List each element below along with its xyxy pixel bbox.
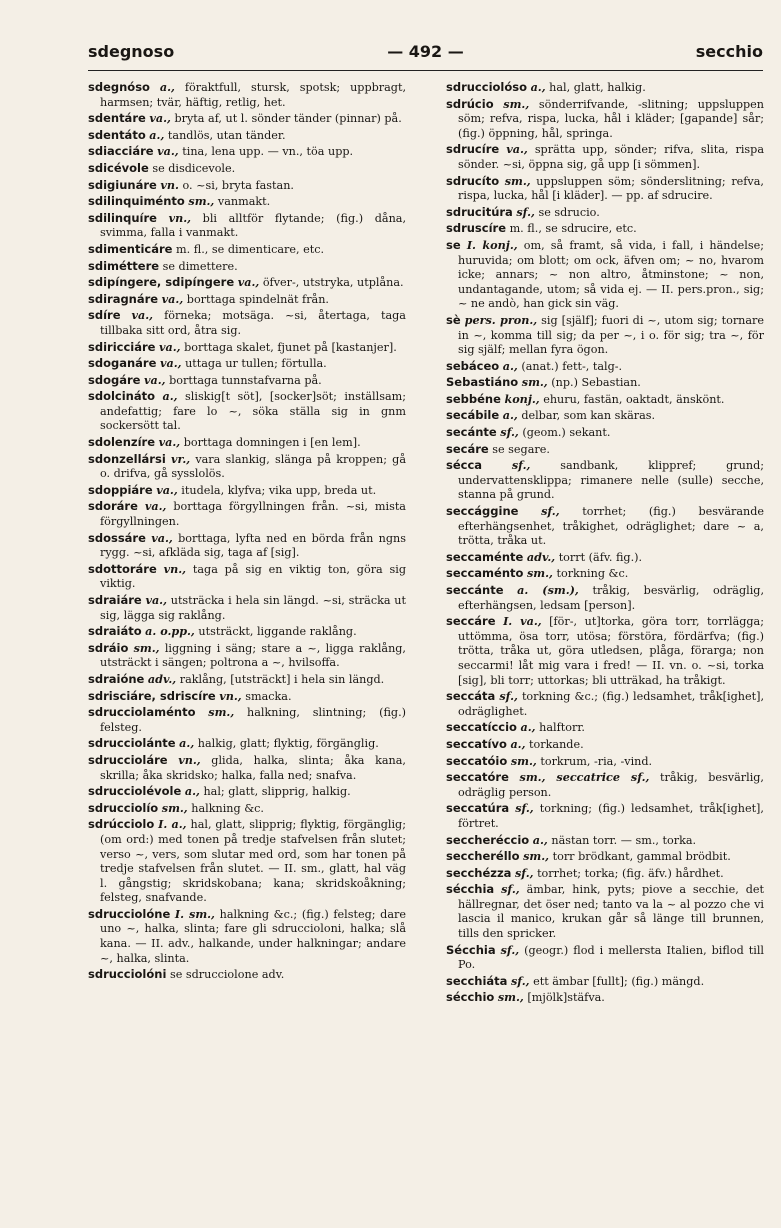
entry-headword: sdiméttere: [88, 258, 160, 273]
dictionary-entry: [88, 624, 406, 640]
entry-headword: seccheréccio: [446, 832, 530, 847]
dictionary-entry: [446, 990, 764, 1006]
page-number: — 492 —: [387, 42, 464, 61]
left-column: [88, 80, 406, 984]
entry-grammar: I. konj.,: [466, 237, 518, 252]
entry-headword: secchiáta: [446, 973, 508, 988]
entry-definition: se sdrucciolone adv.: [169, 968, 285, 982]
dictionary-entry: [88, 356, 406, 372]
entry-grammar: va.,: [144, 499, 167, 514]
entry-headword: sdrucciolévole: [88, 784, 182, 799]
dictionary-entry: [446, 720, 764, 736]
entry-grammar: adv.,: [147, 671, 177, 686]
entry-definition: uttaga ur tullen; förtulla.: [185, 357, 327, 371]
entry-grammar: va.,: [131, 308, 154, 323]
dictionary-entry: [88, 499, 406, 529]
entry-headword: seccággine: [446, 504, 519, 519]
dictionary-entry: [88, 562, 406, 592]
dictionary-entry: [446, 754, 764, 770]
entry-definition: tråkig, besvärlig, odräglig, efterhängsen, ledsam [person].: [458, 584, 764, 612]
dictionary-entry: [446, 221, 764, 237]
entry-definition: torkning &c.; (fig.) ledsamhet, tråk[ighet], odräglighet.: [458, 690, 765, 718]
entry-definition: m. fl., se dimenticare, etc.: [176, 242, 325, 256]
entry-headword: sebáceo: [446, 358, 500, 373]
dictionary-entry: [88, 308, 406, 338]
entry-headword: secábile: [446, 408, 500, 423]
entry-definition: halkning, slintning; (fig.) felsteg.: [100, 706, 407, 734]
entry-grammar: a. o.pp.,: [145, 624, 195, 639]
entry-headword: sdrucciolaménto: [88, 705, 196, 720]
entry-headword: sdoganáre: [88, 356, 157, 371]
entry-grammar: sm.,: [526, 566, 553, 581]
entry-headword: sdigiunáre: [88, 177, 157, 192]
entry-grammar: sm.,: [133, 640, 160, 655]
entry-headword: sdilinquiménto: [88, 194, 185, 209]
entry-headword: seccatívo: [446, 736, 507, 751]
entry-grammar: sf.,: [515, 801, 534, 816]
entry-definition: halftorr.: [539, 721, 585, 735]
entry-grammar: I. sm.,: [174, 906, 215, 921]
entry-grammar: sm., seccatrice sf.,: [519, 770, 650, 785]
dictionary-entry: [446, 442, 764, 458]
entry-definition: borttaga domningen i [en lem].: [183, 436, 361, 450]
entry-definition: tråkig, besvärlig, odräglig person.: [458, 771, 764, 799]
entry-headword: sdimenticáre: [88, 241, 173, 256]
entry-definition: glida, halka, slinta; åka kana, skrilla; åka skridsko; halka, falla ned; snafva.: [100, 753, 406, 782]
entry-grammar: a.,: [530, 80, 546, 94]
entry-headword: sdraiáto: [88, 624, 142, 639]
entry-definition: (geogr.) flod i mellersta Italien, biflod till Po.: [458, 943, 764, 972]
entry-definition: torr brödkant, gammal brödbit.: [552, 850, 731, 864]
entry-grammar: a.,: [502, 408, 518, 423]
entry-headword: sdolcináto: [88, 389, 156, 404]
dictionary-entry: [446, 408, 764, 424]
entry-grammar: va.,: [149, 111, 171, 126]
entry-grammar: va.,: [151, 530, 173, 545]
entry-headword: sdoppiáre: [88, 482, 153, 497]
entry-headword: sdilinquíre: [88, 210, 157, 225]
dictionary-entry: [446, 550, 764, 566]
dictionary-entry: [88, 705, 406, 735]
entry-headword: sdipíngere, sdipíngere: [88, 275, 235, 290]
entry-headword: sdiragnáre: [88, 291, 159, 306]
entry-definition: [för-, ut]torka, göra torr, torrlägga; uttömma, ösa torr, utösa; förstöra, fördärfva; (fig.) trötta, tråka ut, göra utledsen, plåga, förarga; non seccarmi! låt mig vara i fred! — II. vn. o. ~si, torka [sig], bli torr; uttorkas; bli utträkad, ha tråkigt.: [458, 615, 764, 687]
entry-grammar: a.,: [162, 389, 178, 404]
entry-grammar: sm.,: [504, 173, 531, 188]
dictionary-entry: [446, 882, 764, 941]
entry-grammar: a.,: [179, 736, 195, 751]
entry-grammar: va.,: [159, 356, 182, 371]
entry-headword: sdrúcio: [446, 96, 494, 111]
right-column: [446, 80, 764, 1007]
dictionary-entry: [88, 259, 406, 275]
dictionary-entry: [446, 392, 764, 408]
entry-grammar: sf.,: [501, 882, 520, 897]
entry-definition: borttaga, lyfta ned en börda från ngns rygg. ~si, afkläda sig, taga af [sig].: [100, 531, 406, 560]
entry-definition: förneka; motsäga. ~si, återtaga, taga tillbaka sitt ord, åtra sig.: [100, 309, 406, 337]
dictionary-entry: [88, 373, 406, 389]
dictionary-entry: [446, 375, 764, 391]
entry-definition: torkande.: [529, 737, 584, 751]
entry-headword: sdicévole: [88, 160, 149, 175]
entry-headword: sdonzellársi: [88, 451, 166, 466]
entry-headword: sdráio: [88, 640, 129, 655]
entry-headword: sdrucciolío: [88, 800, 159, 815]
entry-definition: torrt (äfv. fig.).: [558, 550, 643, 564]
dictionary-entry: [446, 689, 764, 719]
entry-definition: sliskig[t söt], [socker]söt; inställsam; andefattig; fare lo ~, söka ställa sig in gnm sockersött tal.: [100, 390, 406, 433]
entry-definition: sandbank, klippref; grund; undervattensklippa; rimanere nelle (sulle) secche, stanna på grund.: [458, 459, 764, 502]
dictionary-entry: [88, 907, 406, 966]
dictionary-entry: [88, 292, 406, 308]
entry-grammar: va.,: [161, 291, 184, 306]
entry-headword: sécchio: [446, 990, 495, 1005]
entry-grammar: vn.,: [168, 210, 192, 225]
page-header: [88, 42, 763, 72]
entry-headword: sdraiáre: [88, 593, 142, 607]
entry-headword: sdrucíto: [446, 173, 500, 188]
dictionary-entry: [446, 313, 764, 358]
entry-definition: vara slankig, slänga på kroppen; gå o. drifva, gå sysslolös.: [100, 452, 406, 481]
dictionary-entry: [88, 483, 406, 499]
entry-grammar: sm.,: [208, 705, 235, 720]
entry-grammar: a.,: [149, 127, 165, 142]
dictionary-entry: [88, 161, 406, 177]
entry-grammar: sf.,: [500, 942, 520, 957]
entry-definition: se sdrucio.: [538, 205, 600, 219]
entry-grammar: sm.,: [523, 849, 550, 864]
entry-grammar: konj.,: [504, 391, 540, 406]
entry-definition: halkning &c.: [191, 801, 264, 815]
entry-definition: halkning &c.; (fig.) felsteg; dare uno ~, halka, slinta; fare gli sdruccioloni, halka; slå kana. — II. adv., halkande, under halkningar; andare ~, halka, slinta.: [100, 907, 406, 965]
entry-definition: borttaga skalet, fjunet på [kastanjer].: [184, 340, 397, 354]
entry-headword: Sebastiáno: [446, 375, 519, 390]
dictionary-entry: [446, 566, 764, 582]
dictionary-entry: [88, 452, 406, 482]
dictionary-entry: [446, 80, 764, 96]
dictionary-entry: [88, 817, 406, 906]
entry-grammar: sf.,: [541, 504, 560, 519]
entry-definition: hal; glatt, slipprig, halkig.: [203, 785, 351, 799]
entry-headword: sdraióne: [88, 671, 145, 686]
entry-grammar: a.,: [520, 720, 536, 735]
entry-definition: tandlös, utan tänder.: [167, 128, 286, 142]
entry-grammar: I. va.,: [503, 614, 542, 629]
entry-headword: sdentáre: [88, 111, 146, 126]
entry-definition: delbar, som kan skäras.: [521, 409, 656, 423]
entry-definition: (geom.) sekant.: [522, 426, 611, 440]
entry-definition: torkrum, -ria, -vind.: [540, 754, 653, 768]
dictionary-entry: [88, 242, 406, 258]
entry-headword: sdruscíre: [446, 221, 507, 236]
dictionary-entry: [446, 174, 764, 204]
entry-grammar: va.,: [145, 593, 167, 607]
dictionary-entry: [446, 801, 764, 831]
entry-headword: secánte: [446, 425, 497, 440]
dictionary-entry: [446, 833, 764, 849]
entry-definition: ämbar, hink, pyts; piove a secchie, det hällregnar, det öser ned; tanto va la ~ al pozzo che vi lascia il manico, krukan går så länge till brunnen, tills den spricker.: [458, 883, 764, 941]
dictionary-entry: [88, 672, 406, 688]
dictionary-entry: [446, 866, 764, 882]
entry-definition: torrhet; (fig.) besvärande efterhängsenhet, tråkighet, odräglighet; dare ~ a, trötta, tråka ut.: [458, 505, 765, 548]
dictionary-entry: [446, 974, 764, 990]
entry-headword: secchézza: [446, 865, 512, 880]
dictionary-entry: [88, 593, 406, 623]
entry-definition: vanmakt.: [217, 195, 271, 209]
dictionary-entry: [446, 583, 764, 613]
dictionary-entry: [88, 111, 406, 127]
dictionary-entry: [446, 943, 764, 973]
entry-definition: ehuru, fastän, oaktadt, änskönt.: [543, 392, 725, 406]
entry-headword: sdottoráre: [88, 561, 157, 576]
entry-grammar: adv.,: [526, 549, 556, 564]
entry-grammar: sf.,: [511, 458, 531, 473]
entry-grammar: a.,: [510, 736, 526, 751]
entry-definition: ett ämbar [fullt]; (fig.) mängd.: [533, 974, 705, 988]
entry-definition: hal, glatt, halkig.: [549, 81, 646, 94]
entry-headword: seccánte: [446, 583, 504, 597]
entry-definition: (anat.) fett-, talg-.: [521, 359, 623, 373]
entry-definition: borttaga spindelnät från.: [186, 292, 329, 306]
entry-grammar: va.,: [506, 142, 528, 157]
entry-definition: borttaga tunnstafvarna på.: [169, 373, 322, 387]
entry-definition: sig [själf]; fuori di ~, utom sig; tornare in ~, komma till sig; da per ~, i o. för sig; tra ~, för sig själf; mellan fyra ögon.: [458, 313, 765, 357]
entry-grammar: vn.,: [163, 561, 187, 576]
entry-grammar: a.,: [532, 832, 548, 847]
dictionary-entry: [88, 435, 406, 451]
entry-grammar: va.,: [158, 435, 181, 450]
entry-headword: sdrucciolóso: [446, 80, 527, 94]
entry-headword: sdrucciolóni: [88, 967, 167, 982]
entry-headword: sdruccioláre: [88, 752, 168, 767]
entry-headword: seccaménto: [446, 566, 524, 581]
entry-headword: sdogáre: [88, 372, 141, 387]
entry-definition: borttaga förgyllningen från. ~si, mista förgyllningen.: [100, 500, 406, 529]
entry-definition: o. ~si, bryta fastan.: [182, 178, 294, 192]
header-rule: [88, 70, 763, 71]
entry-definition: liggning i säng; stare a ~, ligga raklång, utsträckt i sängen; poltrona a ~, hvilsoffa.: [100, 641, 406, 670]
dictionary-entry: [446, 504, 764, 549]
dictionary-entry: [446, 770, 764, 800]
entry-grammar: I. a.,: [158, 817, 187, 832]
entry-definition: bli alltför flytande; (fig.) dåna, svimma, falla i vanmakt.: [100, 211, 407, 240]
dictionary-entry: [88, 275, 406, 291]
entry-definition: utsträcka i hela sin längd. ~si, sträcka ut sig, lägga sig raklång.: [100, 594, 407, 622]
entry-definition: itudela, klyfva; vika upp, breda ut.: [181, 483, 377, 497]
entry-definition: se disdicevole.: [152, 161, 236, 175]
entry-headword: sdrúcciolo: [88, 817, 155, 832]
dictionary-entry: [88, 736, 406, 752]
entry-grammar: va.,: [159, 339, 181, 354]
entry-headword: sdíre: [88, 308, 121, 323]
entry-grammar: sf.,: [511, 973, 530, 988]
entry-grammar: vr.,: [170, 451, 191, 466]
entry-grammar: va.,: [144, 372, 166, 387]
entry-grammar: a.,: [502, 358, 518, 373]
entry-definition: torkning; (fig.) ledsamhet, tråk[ighet], förtret.: [458, 802, 764, 830]
dictionary-entry: [88, 340, 406, 356]
header-left-guide-word: sdegnoso: [88, 42, 175, 61]
entry-headword: seccatóre: [446, 770, 509, 785]
entry-grammar: a.,: [184, 784, 200, 799]
entry-grammar: vn.: [160, 177, 179, 192]
entry-definition: torkning &c.: [556, 567, 629, 581]
dictionary-entry: [446, 359, 764, 375]
entry-headword: seccheréllo: [446, 849, 520, 864]
entry-definition: om, så framt, så vida, i fall, i händelse; huruvida; om blott; om ock, äfven om; ~ no, hvarom icke; annars; ~ non altro, åtminstone; ~ non, undantagande, utom; så vida ej. — II. pers.pron., sig; ~ ne andò, han gick sin väg.: [458, 238, 764, 311]
entry-definition: uppsluppen söm; sönderslitning; refva, rispa, lucka, hål [i kläder]. — pp. af sdrucire.: [458, 174, 764, 203]
entry-grammar: pers. pron.,: [464, 312, 538, 327]
dictionary-entry: [446, 142, 764, 172]
entry-definition: bryta af, ut l. sönder tänder (pinnar) på.: [174, 112, 402, 126]
entry-definition: tina, lena upp. — vn., töa upp.: [182, 145, 354, 159]
dictionary-entry: [88, 80, 406, 110]
entry-grammar: sf.,: [500, 425, 519, 440]
entry-headword: sdegnóso: [88, 80, 150, 94]
entry-definition: öfver-, utstryka, utplåna.: [262, 276, 404, 290]
entry-grammar: sf.,: [514, 865, 534, 880]
entry-grammar: sm.,: [497, 990, 524, 1005]
entry-headword: seccáta: [446, 689, 496, 704]
entry-grammar: sm.,: [521, 375, 548, 390]
entry-grammar: sm.,: [188, 194, 215, 209]
dictionary-entry: [88, 531, 406, 561]
dictionary-entry: [88, 128, 406, 144]
entry-headword: sdossáre: [88, 530, 146, 545]
header-right-guide-word: secchio: [695, 42, 763, 61]
entry-definition: föraktfull, stursk, spotsk; uppbragt, harmsen; tvär, häftig, retlig, het.: [100, 81, 407, 109]
entry-headword: seccatóio: [446, 753, 508, 768]
entry-headword: sdrucíre: [446, 142, 500, 157]
entry-grammar: va.,: [156, 482, 178, 497]
entry-headword: seccatúra: [446, 801, 510, 816]
dictionary-entry: [88, 753, 406, 783]
entry-definition: hal, glatt, slipprig; flyktig, förgänglig; (om ord:) med tonen på tredje stafvelsen från slutet; verso ~, vers, som slutar med ord, som har tonen på tredje stafvelsen från slutet. — II. sm., glatt, hal väg l. gångstig; skridskobana; kana; skridskoåkning; felsteg, snafvande.: [100, 818, 406, 905]
entry-grammar: vn.,: [219, 688, 242, 703]
entry-definition: utsträckt, liggande raklång.: [198, 625, 357, 639]
entry-grammar: vn.,: [178, 752, 201, 767]
dictionary-entry: [88, 641, 406, 671]
entry-definition: smacka.: [245, 689, 292, 703]
entry-headword: sebbéne: [446, 391, 501, 406]
dictionary-entry: [446, 97, 764, 142]
dictionary-entry: [88, 689, 406, 705]
entry-headword: seccáre: [446, 614, 496, 629]
entry-grammar: sf.,: [516, 204, 535, 219]
entry-headword: secáre: [446, 441, 489, 456]
entry-definition: (np.) Sebastian.: [551, 376, 641, 390]
entry-grammar: va.,: [237, 275, 260, 290]
entry-definition: nästan torr. — sm., torka.: [551, 833, 697, 847]
entry-definition: sprätta upp, sönder; rifva, slita, rispa sönder. ~si, öppna sig, gå upp [i sömmen].: [458, 143, 764, 171]
entry-headword: sdrucciolánte: [88, 736, 176, 751]
dictionary-entry: [446, 614, 764, 688]
dictionary-entry: [88, 784, 406, 800]
dictionary-entry: [88, 144, 406, 160]
dictionary-entry: [446, 737, 764, 753]
entry-definition: m. fl., se sdrucire, etc.: [509, 222, 637, 236]
dictionary-entry: [446, 458, 764, 503]
entry-headword: sdiacciáre: [88, 144, 154, 159]
entry-definition: torrhet; torka; (fig. äfv.) hårdhet.: [537, 866, 724, 880]
dictionary-entry: [88, 194, 406, 210]
entry-grammar: sm.,: [161, 800, 188, 815]
entry-headword: sdentáto: [88, 127, 146, 142]
dictionary-entry: [88, 389, 406, 434]
dictionary-entry: [88, 801, 406, 817]
entry-grammar: sf.,: [499, 689, 518, 704]
dictionary-entry: [446, 849, 764, 865]
entry-headword: sécchia: [446, 882, 495, 897]
entry-headword: sdrucciolóne: [88, 906, 171, 921]
entry-definition: se segare.: [492, 442, 550, 456]
entry-headword: sdoráre: [88, 499, 138, 514]
dictionary-entry: [446, 205, 764, 221]
entry-headword: sdolenzíre: [88, 435, 156, 450]
entry-headword: sdrisciáre, sdriscíre: [88, 688, 216, 703]
entry-headword: se: [446, 237, 461, 252]
entry-headword: Sécchia: [446, 942, 496, 957]
entry-headword: seccatíccio: [446, 720, 517, 735]
entry-headword: sdrucitúra: [446, 204, 513, 219]
entry-grammar: a. (sm.),: [517, 583, 579, 597]
entry-grammar: va.,: [157, 144, 179, 159]
entry-grammar: a.,: [159, 80, 175, 94]
entry-definition: [mjölk]stäfva.: [527, 991, 605, 1005]
entry-definition: taga på sig en viktig ton, göra sig viktig.: [100, 562, 407, 591]
dictionary-entry: [88, 211, 406, 241]
entry-grammar: sm.,: [503, 96, 530, 111]
entry-grammar: sm.,: [510, 753, 537, 768]
dictionary-entry: [446, 425, 764, 441]
entry-headword: sécca: [446, 458, 483, 473]
entry-definition: raklång, [utsträckt] i hela sin längd.: [179, 672, 385, 686]
entry-definition: sönderrifvande, -slitning; uppsluppen söm; refva, rispa, lucka, hål i kläder; [gapande] sår; (fig.) öppning, hål, springa.: [458, 97, 764, 140]
entry-headword: sè: [446, 312, 461, 327]
entry-definition: se dimettere.: [162, 259, 238, 273]
entry-definition: halkig, glatt; flyktig, förgänglig.: [197, 737, 379, 751]
dictionary-entry: [88, 178, 406, 194]
entry-headword: seccaménte: [446, 549, 524, 564]
entry-headword: sdiricciáre: [88, 339, 156, 354]
dictionary-entry: [88, 967, 406, 983]
dictionary-entry: [446, 238, 764, 312]
